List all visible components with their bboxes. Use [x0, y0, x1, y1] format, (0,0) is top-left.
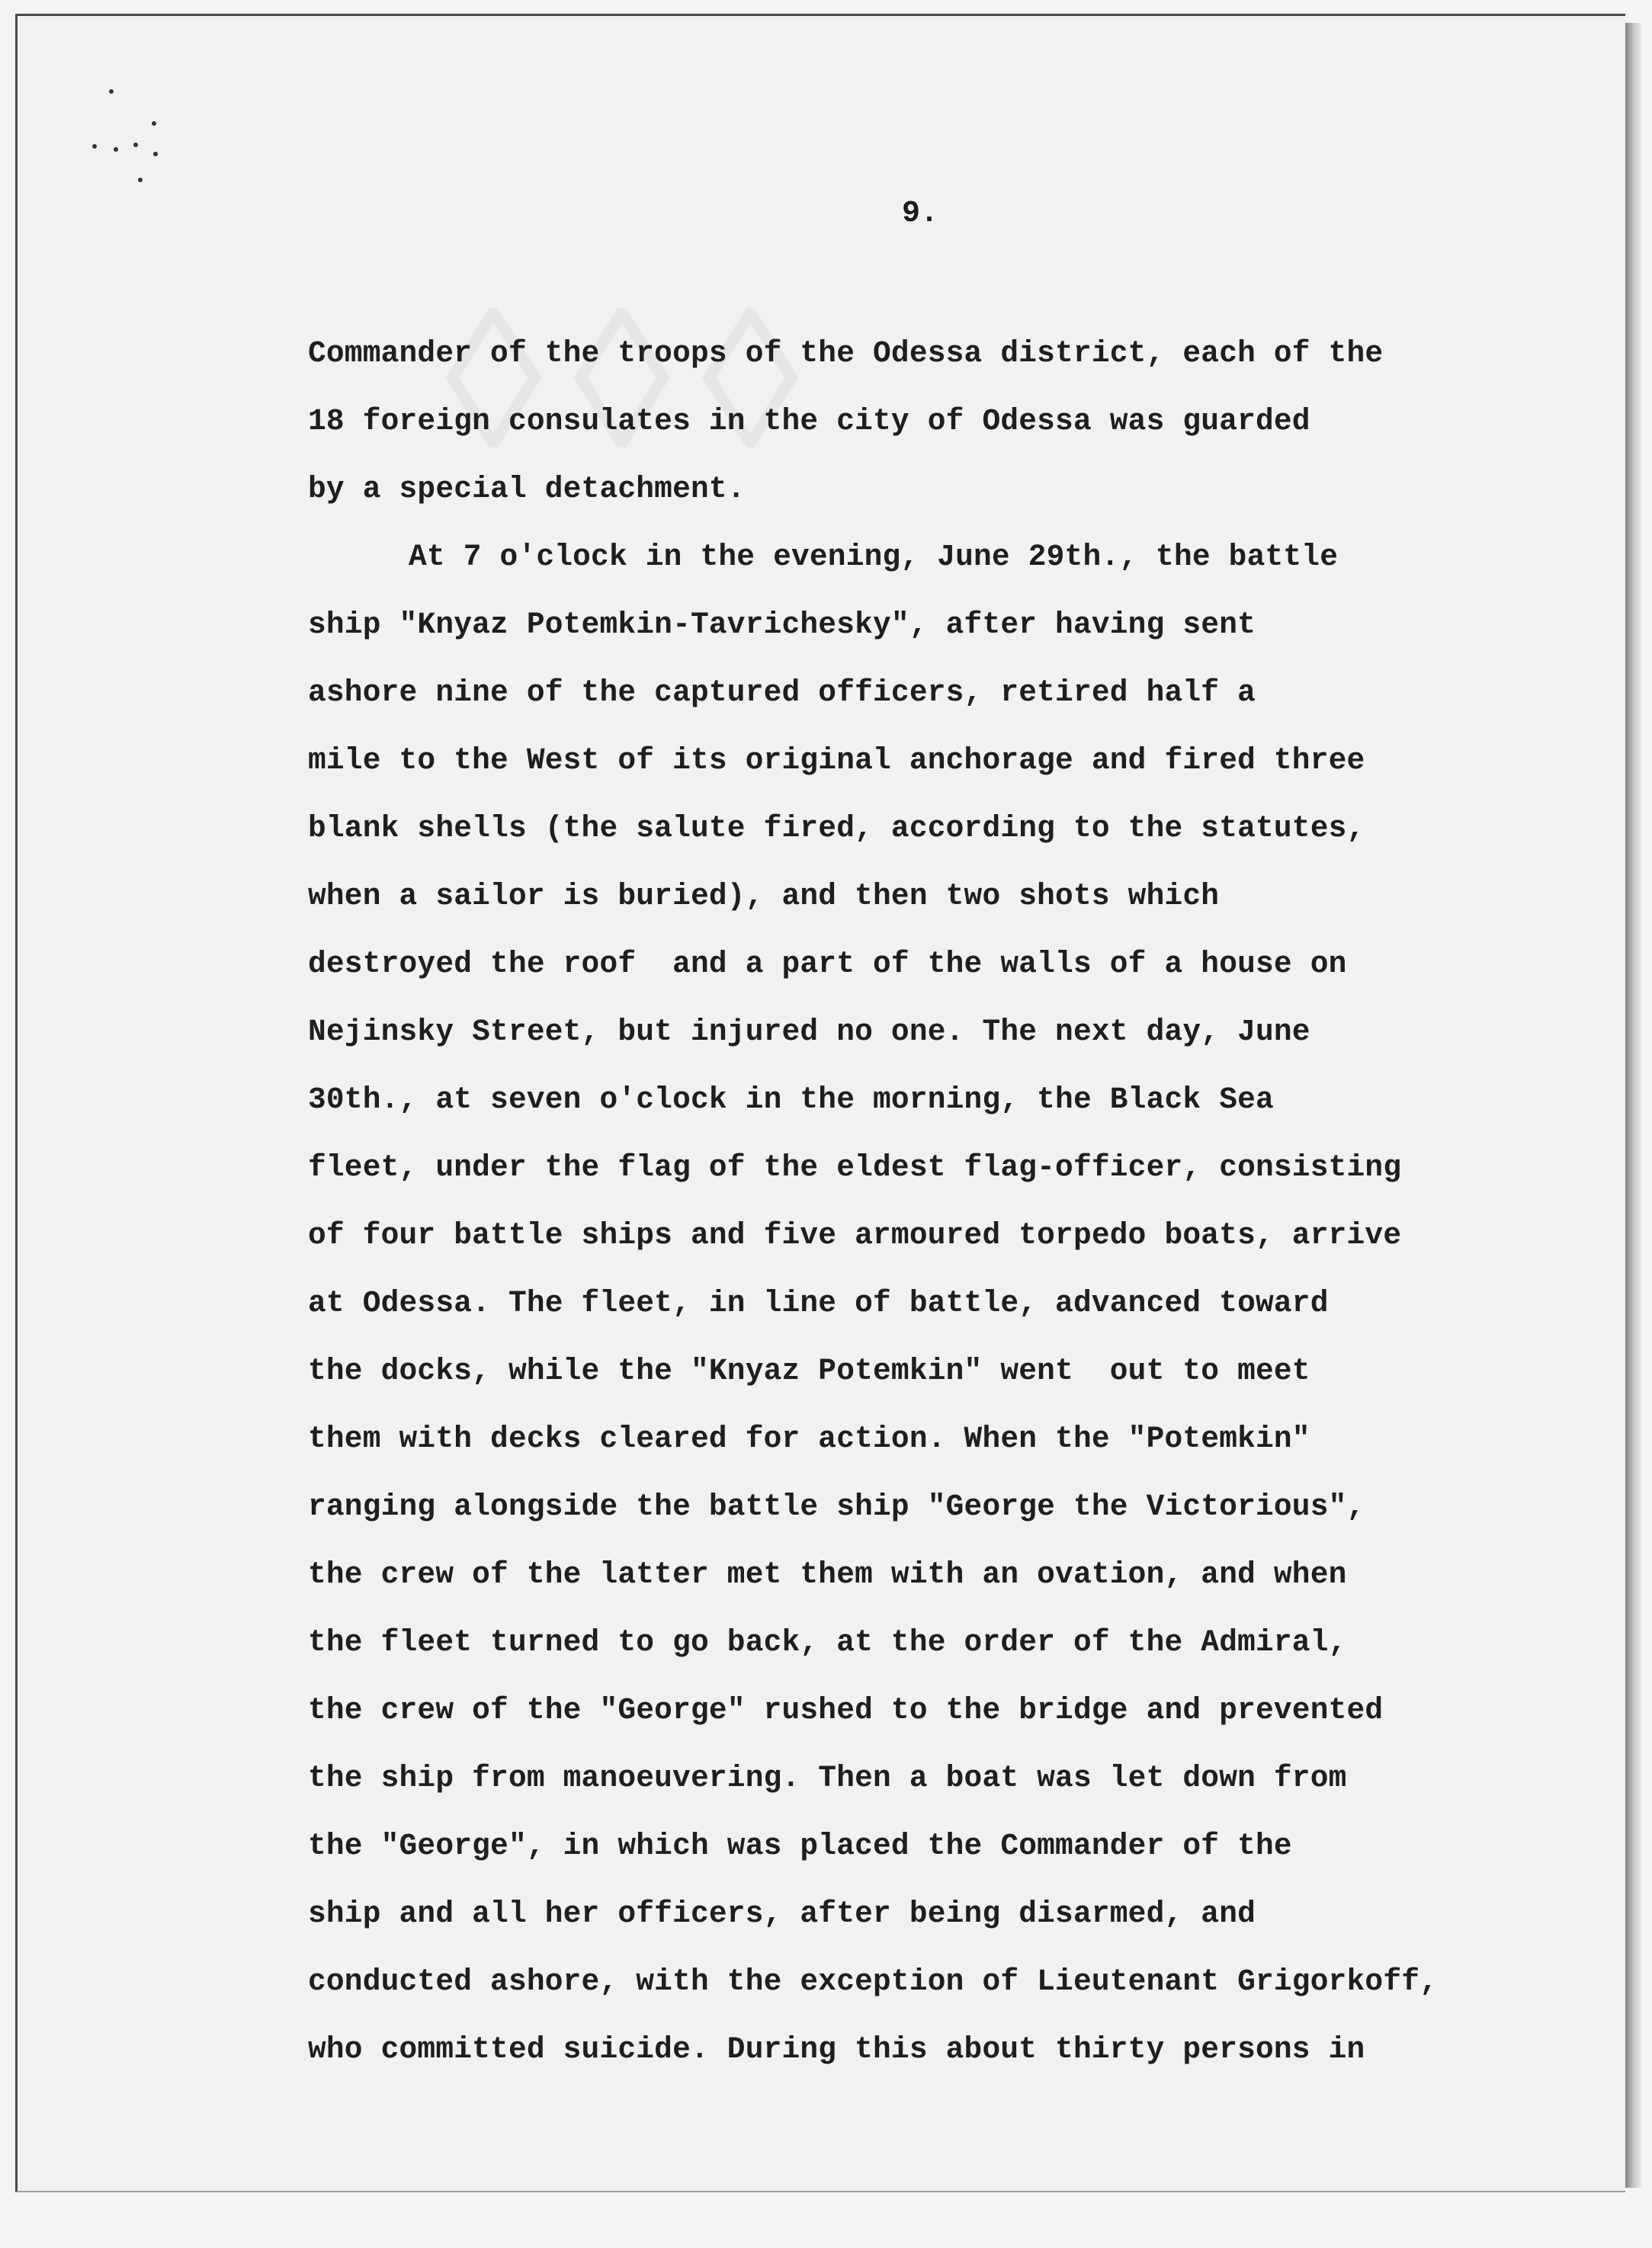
text-line: blank shells (the salute fired, according to the statutes, — [308, 811, 1365, 845]
text-line: by a special detachment. — [308, 472, 746, 506]
text-line: 30th., at seven o'clock in the morning, the Black Sea — [308, 1082, 1274, 1117]
text-line: the fleet turned to go back, at the order of the Admiral, — [308, 1625, 1347, 1660]
typed-body-text — [308, 335, 1619, 2099]
text-line: of four battle ships and five armoured torpedo boats, arrive — [308, 1218, 1402, 1252]
text-line: Nejinsky Street, but injured no one. The next day, June — [308, 1015, 1310, 1049]
text-line: the crew of the latter met them with an ovation, and when — [308, 1557, 1347, 1592]
text-line: at Odessa. The fleet, in line of battle, advanced toward — [308, 1286, 1329, 1320]
text-line: who committed suicide. During this about thirty persons in — [308, 2032, 1365, 2067]
text-line: the "George", in which was placed the Commander of the — [308, 1829, 1292, 1863]
text-line: when a sailor is buried), and then two shots which — [308, 879, 1220, 913]
page-number: 9. — [902, 197, 939, 231]
text-line: conducted ashore, with the exception of Lieutenant Grigorkoff, — [308, 1964, 1439, 1999]
text-line: the docks, while the "Knyaz Potemkin" went out to meet — [308, 1354, 1310, 1388]
text-line: ashore nine of the captured officers, retired half a — [308, 675, 1256, 710]
text-line: ship and all her officers, after being disarmed, and — [308, 1897, 1256, 1931]
text-line: the crew of the "George" rushed to the bridge and prevented — [308, 1693, 1384, 1727]
text-line: 18 foreign consulates in the city of Odessa was guarded — [308, 404, 1310, 438]
text-line: ranging alongside the battle ship "George the Victorious", — [308, 1490, 1365, 1524]
text-line: destroyed the roof and a part of the walls of a house on — [308, 947, 1347, 981]
text-line: the ship from manoeuvering. Then a boat was let down from — [308, 1761, 1347, 1795]
text-line: Commander of the troops of the Odessa district, each of the — [308, 336, 1384, 370]
text-line: ship "Knyaz Potemkin-Tavrichesky", after having sent — [308, 608, 1256, 642]
text-line: At 7 o'clock in the evening, June 29th., the battle — [409, 540, 1339, 574]
text-line: fleet, under the flag of the eldest flag-officer, consisting — [308, 1150, 1402, 1185]
text-line: mile to the West of its original anchorage and fired three — [308, 743, 1365, 778]
text-line: them with decks cleared for action. When the "Potemkin" — [308, 1422, 1310, 1456]
